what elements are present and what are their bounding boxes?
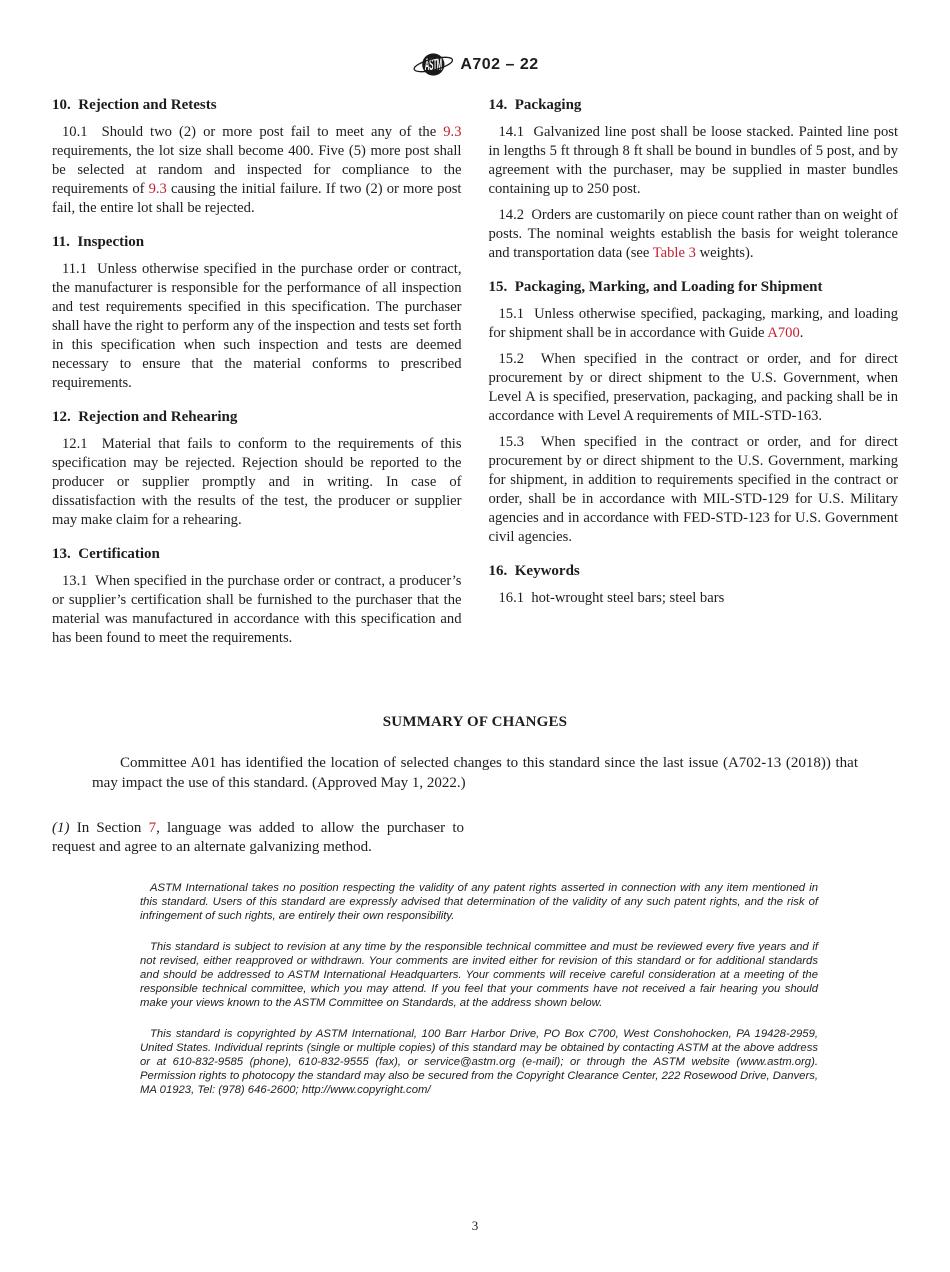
cross-reference-link[interactable]: 7 xyxy=(148,820,157,836)
legal-notices xyxy=(140,881,818,1097)
italic-run: (1) xyxy=(52,820,70,836)
text-run: 15.3 When specified in the contract or order, and for direct procurement by or direct shipment to the U.S. Government, marking for shipment, in addition to requirements specified in the contract or order, shall be in accordance with MIL-STD-129 for U.S. Military agencies and in accordance with FED-STD-123 for U.S. Government civil agencies. xyxy=(488,434,898,545)
text-run: 11.1 Unless otherwise specified in the purchase order or contract, the manufacturer is responsible for the performance of all inspection and test requirements specified in this specification. The purchaser shall have the right to perform any of the inspection and tests set forth in this specification when such inspection and tests are deemed necessary to ensure that the material conforms to prescribed requirements. xyxy=(52,261,462,391)
text-run: 15.1 Unless otherwise specified, packaging, marking, and loading for shipment shall be in accordance with Guide xyxy=(488,306,898,341)
page-number: 3 xyxy=(471,1218,479,1233)
doc-code: A702 – 22 xyxy=(460,55,539,73)
text-run: 15.2 When specified in the contract or order, and for direct procurement by or direct shipment to the U.S. Government, when Level A is specified, preservation, packaging, and packing shall be in accordance with Level A requirements of MIL-STD-163. xyxy=(488,351,898,424)
section xyxy=(489,563,899,608)
summary-intro: Committee A01 has identified the location of selected changes to this standard since the last issue (A702-13 (2018)) that may impact the use of this standard. (Approved May 1, 2022.) xyxy=(92,755,858,791)
section-heading: 10. Rejection and Retests xyxy=(52,97,217,113)
text-run: 16.1 hot-wrought steel bars; steel bars xyxy=(498,590,725,606)
section-paragraph xyxy=(489,206,899,263)
section-paragraph xyxy=(52,435,462,530)
astm-logo-icon xyxy=(411,48,453,81)
section-paragraph xyxy=(489,350,899,426)
cross-reference-link[interactable]: A700 xyxy=(767,325,800,341)
section-heading: 13. Certification xyxy=(52,546,160,562)
text-run: 13.1 When specified in the purchase order or contract, a producer’s or supplier’s certification shall be furnished to the purchaser that the material was manufactured in accordance with this specification and has been found to meet the requirements. xyxy=(52,573,462,646)
text-run: , language was added to allow the purchaser to request and agree to an alternate galvanizing method. xyxy=(52,820,464,855)
section xyxy=(52,234,462,393)
page-header xyxy=(0,0,950,81)
section-heading: 15. Packaging, Marking, and Loading for Shipment xyxy=(488,279,823,295)
two-column-body xyxy=(52,97,898,664)
section xyxy=(52,97,462,218)
section xyxy=(489,279,899,547)
legal-paragraph: ASTM International takes no position respecting the validity of any patent rights asserted in connection with any item mentioned in this standard. Users of this standard are expressly advised that determination of the validity of any such patent rights, and the risk of infringement of such rights, are entirely their own responsibility. xyxy=(140,882,818,922)
section-paragraph xyxy=(489,433,899,547)
section xyxy=(52,546,462,648)
section-paragraph xyxy=(52,260,462,393)
text-run: 10.1 Should two (2) or more post fail to meet any of the xyxy=(62,124,444,140)
text-run: requirements, the lot size shall become 400. Five (5) more post shall be selected at random and inspected for compliance to the requirements of xyxy=(52,143,462,197)
cross-reference-link[interactable]: 9.3 xyxy=(443,124,462,140)
section-heading: 12. Rejection and Rehearing xyxy=(52,409,238,425)
section-heading: 11. Inspection xyxy=(52,234,145,250)
change-item xyxy=(52,819,464,857)
section-paragraph xyxy=(52,123,462,218)
summary-heading: SUMMARY OF CHANGES xyxy=(382,714,568,730)
text-run: weights). xyxy=(695,245,754,261)
legal-paragraph: This standard is copyrighted by ASTM International, 100 Barr Harbor Drive, PO Box C700, West Conshohocken, PA 19428-2959, United States. Individual reprints (single or multiple copies) of this standard may be obtained by contacting ASTM at the above address or at 610-832-9585 (phone), 610-832-9555 (fax), or service@astm.org (e-mail); or through the ASTM website (www.astm.org). Permission rights to photocopy the standard may also be secured from the Copyright Clearance Center, 222 Rosewood Drive, Danvers, MA 01923, Tel: (978) 646-2600; http://www.copyright.com/ xyxy=(140,1028,818,1096)
summary-of-changes xyxy=(0,714,950,857)
text-run: causing the initial failure. If two (2) or more post fail, the entire lot shall be rejected. xyxy=(52,181,462,216)
section-heading: 14. Packaging xyxy=(488,97,582,113)
text-run: 14.1 Galvanized line post shall be loose stacked. Painted line post in lengths 5 ft through 8 ft shall be bound in bundles of 5 post, and by agreement with the purchaser, may be supplied in master bundles containing up to 250 post. xyxy=(488,124,898,197)
section-paragraph xyxy=(52,572,462,648)
text-run: In Section xyxy=(69,820,149,836)
section xyxy=(52,409,462,530)
section-paragraph xyxy=(489,589,899,608)
section-paragraph xyxy=(489,305,899,343)
right-column xyxy=(489,97,899,664)
section-paragraph xyxy=(489,123,899,199)
cross-reference-link[interactable]: Table 3 xyxy=(652,245,696,261)
text-run: 14.2 Orders are customarily on piece count rather than on weight of posts. The nominal weights establish the basis for weight tolerance and transportation data (see xyxy=(488,207,898,261)
section-heading: 16. Keywords xyxy=(488,563,580,579)
cross-reference-link[interactable]: 9.3 xyxy=(148,181,167,197)
text-run: 12.1 Material that fails to conform to the requirements of this specification may be rejected. Rejection should be reported to the producer or supplier promptly and in writing. In case of dissatisfaction with the results of the test, the producer or supplier may make claim for a rehearing. xyxy=(52,436,462,528)
left-column xyxy=(52,97,462,664)
legal-paragraph: This standard is subject to revision at any time by the responsible technical committee and must be reviewed every five years and if not revised, either reapproved or withdrawn. Your comments are invited either for revision of this standard or for additional standards and should be addressed to ASTM International Headquarters. Your comments will receive careful consideration at a meeting of the responsible technical committee, which you may attend. If you feel that your comments have not received a fair hearing you should make your views known to the ASTM Committee on Standards, at the address shown below. xyxy=(140,941,818,1009)
svg-text:ASTM: ASTM xyxy=(425,54,443,75)
section xyxy=(489,97,899,263)
text-run: . xyxy=(799,325,804,341)
